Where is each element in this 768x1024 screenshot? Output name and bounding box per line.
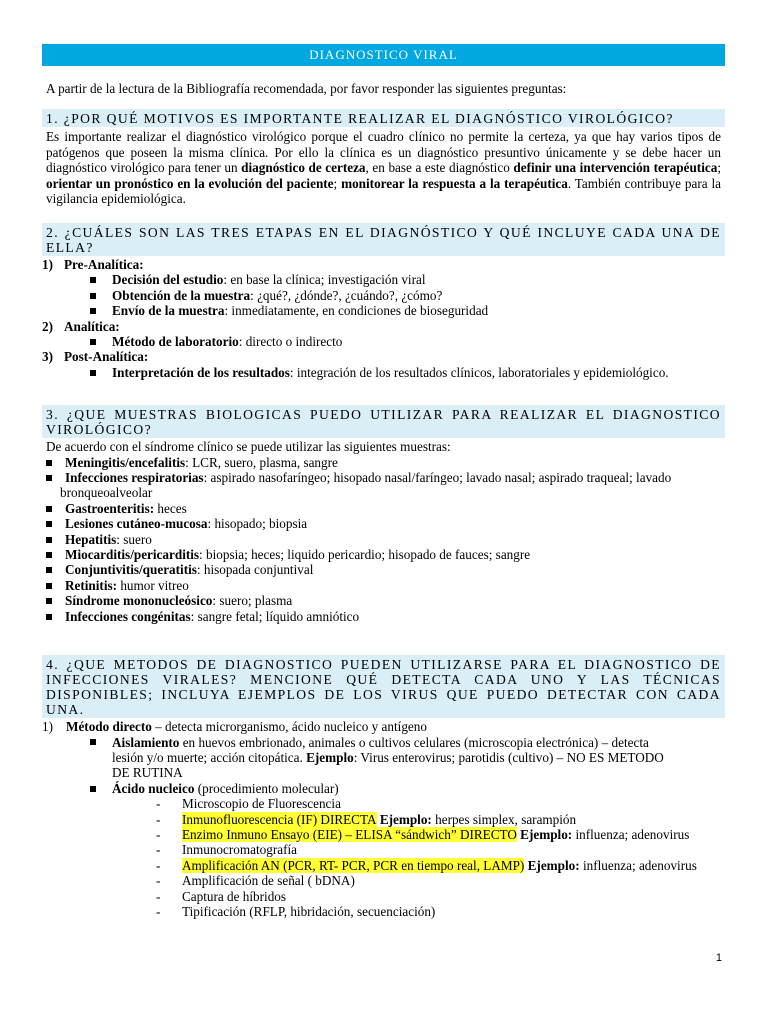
stage-number: 2) (42, 318, 53, 334)
list-item (42, 593, 725, 608)
document-title: DIAGNOSTICO VIRAL (42, 44, 725, 66)
intro-text: A partir de la lectura de la Bibliografía recomendada, por favor responder las siguientes preguntas: (46, 81, 567, 96)
dash-marker: - (156, 842, 161, 858)
technique-name: Tipificación (RFLP, hibridación, secuenciación) (182, 903, 436, 919)
technique-name: Amplificación de señal ( bDNA) (182, 873, 355, 889)
bullet-icon (90, 739, 96, 745)
method-number: 1) (42, 719, 53, 735)
bullet-icon (90, 277, 96, 283)
dash-marker: - (156, 857, 161, 873)
item-text: : suero (116, 531, 152, 547)
method-item (42, 719, 725, 734)
lead-text: De acuerdo con el síndrome clínico se puede utilizar las siguientes muestras: (46, 439, 451, 455)
item-text: : hisopada conjuntival (196, 562, 314, 578)
dash-marker: - (156, 873, 161, 889)
question-1-heading: 1. ¿POR QUÉ MOTIVOS ES IMPORTANTE REALIZAR EL DIAGNÓSTICO VIROLÓGICO? (42, 109, 725, 127)
list-item (42, 365, 725, 380)
item-label: Obtención de la muestra (112, 287, 251, 303)
bullet-icon (46, 460, 52, 466)
item-text-continuation: bronqueoalveolar (60, 485, 153, 501)
item-label: Aislamiento (112, 734, 180, 750)
dash-marker: - (156, 796, 161, 812)
stage-title: Analítica: (64, 318, 120, 334)
question-3-heading: 3. ¿QUE MUESTRAS BIOLOGICAS PUEDO UTILIZAR PARA REALIZAR EL DIAGNOSTICO VIROLÓGICO? (42, 405, 725, 438)
question-2-answer (42, 257, 725, 380)
answer-1-text: Es importante realizar el diagnóstico virológico porque el cuadro clínico no permite la certeza, ya que hay varios tipos de patógenos que poseen la misma clínica. Por ello la clínica es un diagnóstico presuntivo únicamente y se debe hacer un diagnóstico virológico para tener un (46, 129, 721, 176)
item-label: Ácido nucleico (112, 780, 195, 796)
bullet-icon (90, 293, 96, 299)
list-item (42, 272, 725, 287)
list-item (42, 501, 725, 516)
answer-1-bold: monitorear la respuesta a la terapéutica (341, 175, 568, 191)
item-label: Hepatitis (65, 531, 117, 547)
example-label: Ejemplo: (524, 857, 580, 873)
bullet-icon (46, 506, 52, 512)
item-label: Gastroenteritis: (65, 500, 155, 516)
method-title: Método directo (66, 719, 152, 735)
list-item (42, 516, 725, 531)
bullet-icon (90, 786, 96, 792)
item-text: humor vitreo (117, 577, 189, 593)
item-text: : Virus enterovirus; parotidis (cultivo) – NO ES METODO (353, 749, 664, 765)
question-4-heading: 4. ¿QUE METODOS DE DIAGNOSTICO PUEDEN UTILIZARSE PARA EL DIAGNOSTICO DE INFECCIONES VIRALES? MENCIONE QUÉ DETECTA CADA UNO Y LAS TÉCNICAS DISPONIBLES; INCLUYA EJEMPLOS DE LOS VIRUS QUE PUEDO DETECTAR CON CADA UNA. (42, 655, 725, 718)
item-label: Interpretación de los resultados (112, 364, 290, 380)
highlighted-technique: Inmunofluorescencia (IF) DIRECTA (182, 811, 377, 827)
item-text-continuation: DE RUTINA (112, 765, 183, 781)
item-text-continuation (42, 750, 725, 765)
list-item (42, 562, 725, 577)
answer-1-text: , en base a este diagnóstico (365, 160, 514, 176)
bullet-icon (46, 521, 52, 527)
item-text: : hisopado; biopsia (207, 516, 308, 532)
item-text: : inmediatamente, en condiciones de bioseguridad (224, 303, 489, 319)
page-number: 1 (715, 952, 722, 964)
answer-1-text: ; (333, 175, 342, 191)
item-label: Infecciones respiratorias (65, 470, 204, 486)
item-text: : directo o indirecto (238, 334, 343, 349)
bullet-icon (90, 339, 96, 345)
question-3-answer (42, 439, 725, 624)
question-2-heading: 2. ¿CUÁLES SON LAS TRES ETAPAS EN EL DIAGNÓSTICO Y QUÉ INCLUYE CADA UNA DE ELLA? (42, 223, 725, 256)
document-page (42, 44, 725, 919)
item-text: (procedimiento molecular) (194, 780, 339, 796)
answer-1-text: . También contribuye para la vigilancia epidemiológica. (46, 175, 721, 207)
bullet-icon (46, 598, 52, 604)
example-label: Ejemplo (306, 749, 354, 765)
technique-item (42, 889, 725, 904)
stage-item (42, 319, 725, 334)
bullet-icon (90, 308, 96, 314)
item-text: : LCR, suero, plasma, sangre (185, 454, 338, 470)
dash-marker: - (156, 811, 161, 827)
technique-item (42, 842, 725, 857)
bullet-icon (90, 370, 96, 376)
technique-name: Inmunocromatografía (182, 842, 297, 858)
bullet-icon (46, 567, 52, 573)
answer-1-bold: orientar un pronóstico en la evolución del paciente (46, 175, 334, 191)
item-label: Miocarditis/pericarditis (65, 547, 200, 563)
item-text: heces (154, 500, 187, 516)
technique-name: Captura de híbridos (182, 888, 287, 904)
list-item (42, 735, 725, 750)
technique-item (42, 827, 725, 842)
item-label: Infecciones congénitas (65, 608, 191, 624)
dash-marker: - (156, 888, 161, 904)
item-label: Conjuntivitis/queratitis (65, 562, 197, 578)
list-item (42, 303, 725, 318)
list-item (42, 532, 725, 547)
example-text: influenza; adenovirus (572, 826, 690, 842)
stage-number: 3) (42, 349, 53, 365)
item-text: : biopsia; heces; liquido pericardio; hisopado de fauces; sangre (199, 547, 531, 563)
highlighted-technique: Amplificación AN (PCR, RT- PCR, PCR en tiempo real, LAMP) (182, 857, 525, 873)
dash-marker: - (156, 903, 161, 919)
item-label: Retinitis: (65, 577, 118, 593)
list-item (42, 578, 725, 593)
item-label: Síndrome mononucleósico (65, 593, 213, 609)
answer-1-bold: diagnóstico de certeza (241, 160, 366, 176)
question-4-answer (42, 719, 725, 919)
technique-item (42, 904, 725, 919)
technique-item (42, 812, 725, 827)
item-label: Envío de la muestra (112, 303, 225, 319)
bullet-icon (46, 614, 52, 620)
item-text: : ¿qué?, ¿dónde?, ¿cuándo?, ¿cómo? (250, 287, 443, 303)
example-label: Ejemplo: (516, 826, 573, 842)
list-item (42, 455, 725, 470)
stage-title: Post-Analítica: (64, 349, 149, 365)
item-label: Meningitis/encefalitis (65, 454, 186, 470)
list-item (42, 609, 725, 624)
bullet-icon (46, 537, 52, 543)
item-label: Lesiones cutáneo-mucosa (65, 516, 208, 532)
list-item (42, 470, 725, 485)
list-item (42, 781, 725, 796)
question-1-answer (42, 129, 725, 207)
example-label: Ejemplo: (376, 811, 432, 827)
bullet-icon (46, 552, 52, 558)
stage-title: Pre-Analítica: (64, 256, 144, 272)
highlighted-technique: Enzimo Inmuno Ensayo (EIE) – ELISA “sándwich” DIRECTO (182, 826, 517, 842)
stage-item (42, 257, 725, 272)
bullet-icon (46, 583, 52, 589)
item-text: en huevos embrionado, animales o cultivos celulares (microscopia electrónica) – detecta (179, 734, 649, 750)
stage-item (42, 349, 725, 364)
technique-item (42, 873, 725, 888)
item-text: : sangre fetal; líquido amniótico (190, 608, 360, 624)
answer-1-text: ; (717, 160, 721, 176)
item-label: Decisión del estudio (112, 272, 224, 288)
example-text: herpes simplex, sarampión (431, 811, 577, 827)
answer-1-bold: definir una intervención terapéutica (513, 160, 718, 176)
item-text: : integración de los resultados clínicos, laboratoriales y epidemiológico. (289, 364, 669, 380)
bullet-icon (46, 475, 52, 481)
technique-item (42, 796, 725, 811)
example-text: influenza; adenovirus (579, 857, 697, 873)
technique-item (42, 858, 725, 873)
list-item (42, 288, 725, 303)
technique-name: Microscopio de Fluorescencia (182, 796, 341, 812)
method-text: – detecta microrganismo, ácido nucleico y antígeno (151, 719, 427, 735)
item-text: : suero; plasma (212, 593, 293, 609)
list-item (42, 334, 725, 349)
stage-number: 1) (42, 256, 53, 272)
item-text: : aspirado nasofaríngeo; hisopado nasal/faríngeo; lavado nasal; aspirado traqueal; lavado (203, 470, 672, 486)
list-item (42, 547, 725, 562)
dash-marker: - (156, 826, 161, 842)
item-label: Método de laboratorio (112, 334, 239, 349)
item-text: lesión y/o muerte; acción citopática. (112, 749, 307, 765)
item-text: : en base la clínica; investigación viral (223, 272, 426, 288)
